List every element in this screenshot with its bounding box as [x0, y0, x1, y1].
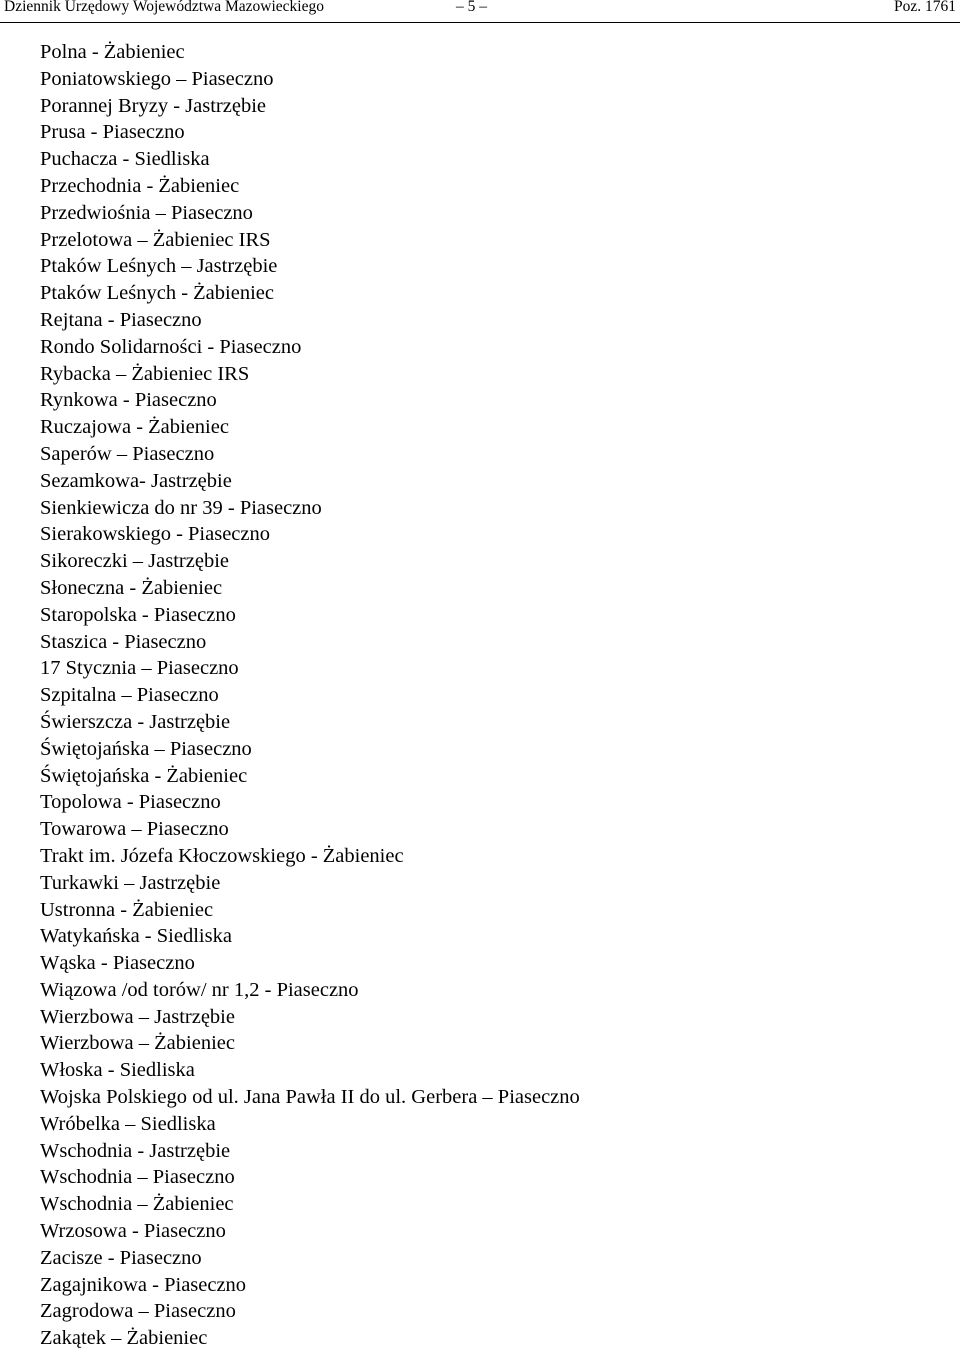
street-entry: Sierakowskiego - Piaseczno — [40, 523, 270, 546]
street-entry: Porannej Bryzy - Jastrzębie — [40, 94, 266, 117]
page-header — [0, 0, 960, 23]
street-entry: Wschodnia - Jastrzębie — [40, 1139, 231, 1162]
position-number: Poz. 1761 — [894, 0, 956, 15]
street-entry: Wschodnia – Piaseczno — [40, 1166, 235, 1189]
street-entry: Turkawki – Jastrzębie — [40, 871, 221, 894]
street-entry: Puchacza - Siedliska — [40, 148, 210, 171]
street-entry: Rybacka – Żabieniec IRS — [40, 362, 250, 385]
street-entry: Ustronna - Żabieniec — [40, 898, 214, 921]
street-entry: Rynkowa - Piaseczno — [40, 389, 217, 412]
street-entry: Wojska Polskiego od ul. Jana Pawła II do ul. Gerbera – Piaseczno — [40, 1086, 580, 1109]
street-entry: Włoska - Siedliska — [40, 1059, 195, 1082]
street-entry: Sezamkowa- Jastrzębie — [40, 469, 232, 492]
street-entry: Wiązowa /od torów/ nr 1,2 - Piaseczno — [40, 978, 359, 1001]
street-entry: Ruczajowa - Żabieniec — [40, 416, 229, 439]
street-entry: Zakątek – Żabieniec — [40, 1327, 208, 1350]
street-entry: Topolowa - Piaseczno — [40, 791, 221, 814]
street-entry: Wierzbowa – Jastrzębie — [40, 1005, 235, 1028]
street-entry: Świerszcza - Jastrzębie — [40, 710, 231, 733]
street-entry: Rondo Solidarności - Piaseczno — [40, 335, 302, 358]
street-entry: Wąska - Piaseczno — [40, 952, 195, 975]
journal-title: Dziennik Urzędowy Województwa Mazowieckiego — [4, 0, 324, 15]
street-entry: Rejtana - Piaseczno — [40, 308, 202, 331]
street-entry: Prusa - Piaseczno — [40, 121, 185, 144]
street-entry: Ptaków Leśnych – Jastrzębie — [40, 255, 278, 278]
street-entry: Staropolska - Piaseczno — [40, 603, 236, 626]
street-entry: Saperów – Piaseczno — [40, 442, 215, 465]
street-entry: Wrzosowa - Piaseczno — [40, 1220, 226, 1243]
street-entry: Sienkiewicza do nr 39 - Piaseczno — [40, 496, 322, 519]
street-entry: Polna - Żabieniec — [40, 41, 185, 63]
street-entry: Watykańska - Siedliska — [40, 925, 232, 948]
street-entry: 17 Stycznia – Piaseczno — [40, 657, 239, 680]
street-entry: Ptaków Leśnych - Żabieniec — [40, 282, 274, 305]
street-entry: Poniatowskiego – Piaseczno — [40, 67, 274, 90]
street-entry: Zagrodowa – Piaseczno — [40, 1300, 236, 1323]
page-number: – 5 – — [456, 0, 487, 15]
street-entry: Trakt im. Józefa Kłoczowskiego - Żabieniec — [40, 844, 404, 867]
street-entry: Sikoreczki – Jastrzębie — [40, 550, 229, 573]
street-entry: Zagajnikowa - Piaseczno — [40, 1273, 247, 1296]
street-entry: Towarowa – Piaseczno — [40, 818, 229, 841]
street-entry: Świętojańska – Piaseczno — [40, 737, 252, 760]
street-entry: Wróbelka – Siedliska — [40, 1112, 216, 1135]
street-entry: Przelotowa – Żabieniec IRS — [40, 228, 271, 251]
street-entry: Słoneczna - Żabieniec — [40, 576, 223, 599]
street-entry: Świętojańska - Żabieniec — [40, 764, 248, 787]
street-entry: Szpitalna – Piaseczno — [40, 684, 219, 707]
street-entry: Zacisze - Piaseczno — [40, 1246, 202, 1269]
street-entry: Przechodnia - Żabieniec — [40, 174, 240, 197]
street-list — [40, 39, 580, 1352]
street-entry: Wschodnia – Żabieniec — [40, 1193, 234, 1216]
street-entry: Przedwiośnia – Piaseczno — [40, 201, 253, 224]
street-entry: Staszica - Piaseczno — [40, 630, 207, 653]
street-entry: Wierzbowa – Żabieniec — [40, 1032, 235, 1055]
